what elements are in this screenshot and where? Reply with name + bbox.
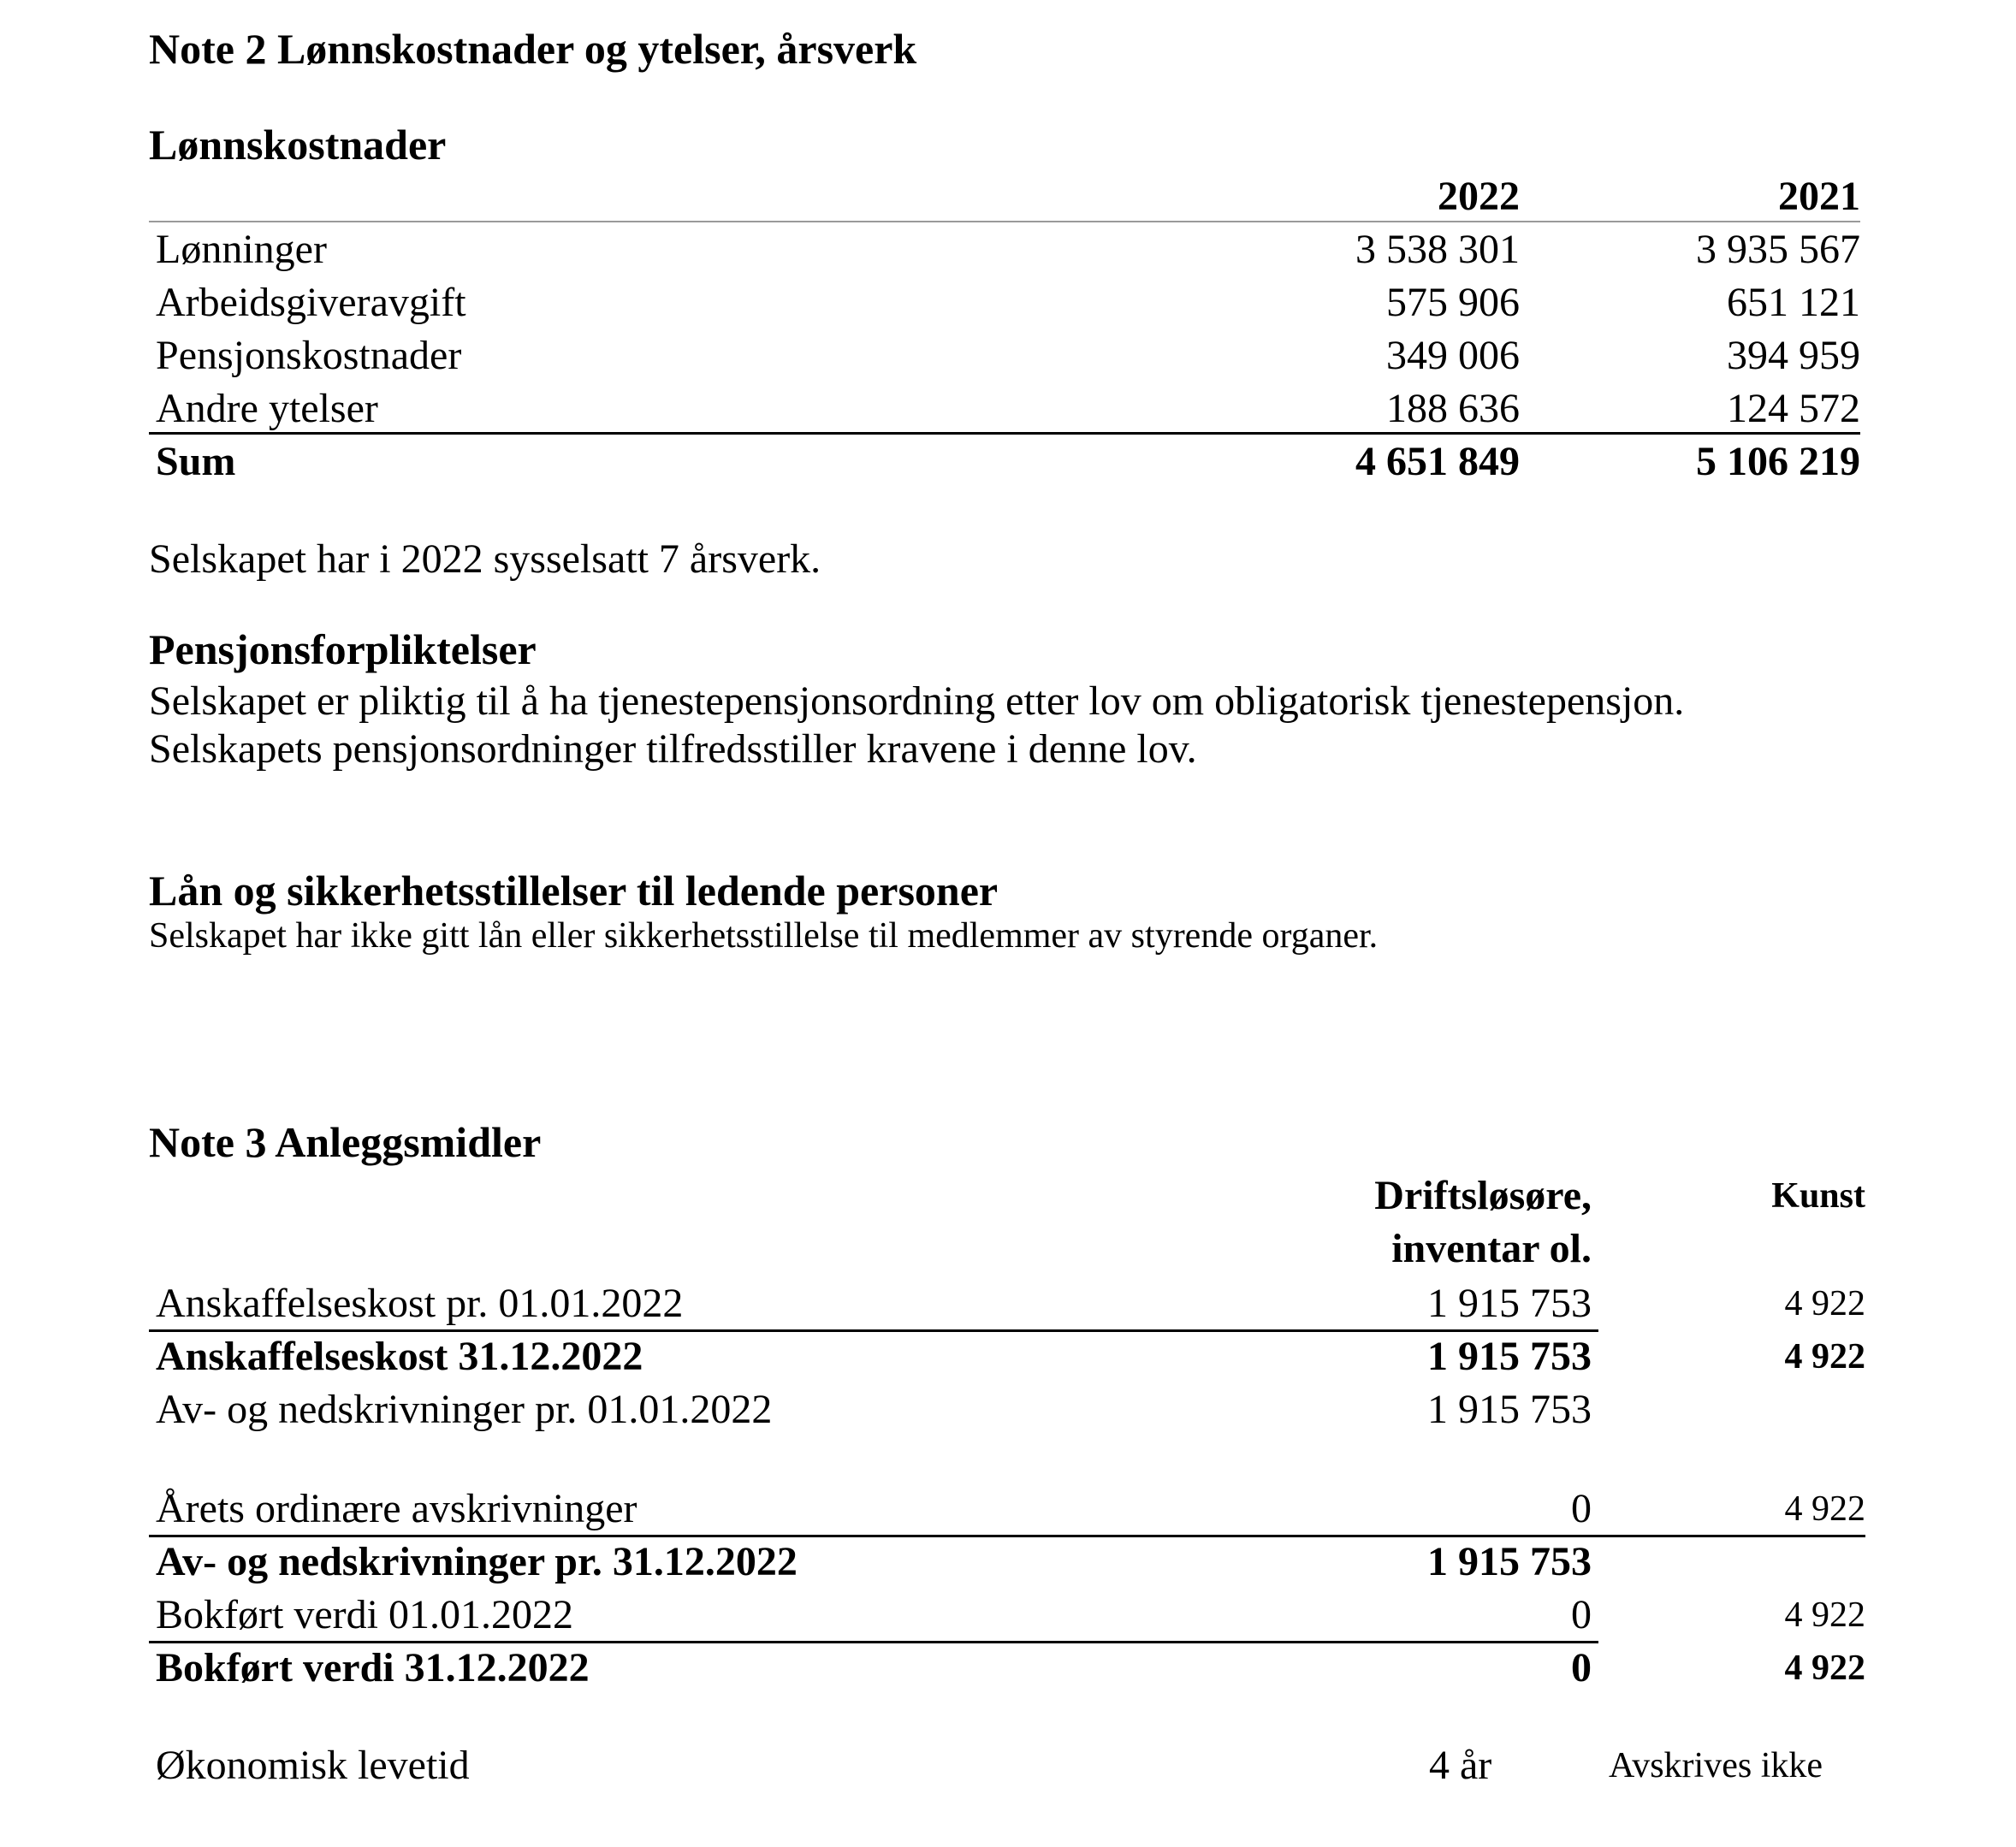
salary-row-2021: 651 121 [1727, 280, 1860, 325]
loans-text: Selskapet har ikke gitt lån eller sikkerhetsstillelse til medlemmer av styrende organer. [149, 916, 1379, 956]
salary-heading: Lønnskostnader [149, 121, 447, 169]
salary-row-2021: 124 572 [1727, 386, 1860, 431]
asset-row-driftslosore: 1 915 753 [1427, 1281, 1592, 1326]
year-2021-header: 2021 [1778, 174, 1860, 219]
pension-heading: Pensjonsforpliktelser [149, 625, 537, 673]
asset-row-label: Av- og nedskrivninger pr. 01.01.2022 [156, 1387, 773, 1432]
salary-row-label: Andre ytelser [156, 386, 378, 431]
table-header-divider [149, 221, 1860, 222]
lifetime-label: Økonomisk levetid [156, 1743, 470, 1788]
asset-divider [149, 1329, 1598, 1332]
col-driftslosore-header-line1: Driftsløsøre, [1374, 1173, 1592, 1218]
lifetime-kunst: Avskrives ikke [1609, 1746, 1823, 1785]
asset-divider [149, 1641, 1598, 1643]
loans-heading: Lån og sikkerhetsstillelser til ledende personer [149, 867, 999, 915]
asset-row-driftslosore: 1 915 753 [1427, 1334, 1592, 1379]
salary-row-2022: 188 636 [1386, 386, 1520, 431]
asset-divider [149, 1535, 1865, 1537]
year-2022-header: 2022 [1438, 174, 1520, 219]
asset-row-driftslosore: 0 [1571, 1486, 1592, 1531]
sum-2021: 5 106 219 [1696, 439, 1860, 484]
salary-row-label: Lønninger [156, 227, 327, 272]
asset-row-label: Av- og nedskrivninger pr. 31.12.2022 [156, 1539, 798, 1584]
pension-text-line1: Selskapet er pliktig til å ha tjenestepensjonsordning etter lov om obligatorisk tjenestepensjon. [149, 678, 1685, 724]
salary-row-2021: 394 959 [1727, 333, 1860, 378]
asset-row-label: Anskaffelseskost 31.12.2022 [156, 1334, 643, 1379]
asset-row-kunst: 4 922 [1784, 1595, 1865, 1635]
sum-label: Sum [156, 439, 236, 484]
sum-2022: 4 651 849 [1355, 439, 1520, 484]
sum-divider [149, 432, 1860, 435]
col-kunst-header: Kunst [1771, 1176, 1865, 1216]
col-driftslosore-header-line2: inventar ol. [1391, 1226, 1592, 1271]
asset-row-label: Anskaffelseskost pr. 01.01.2022 [156, 1281, 684, 1326]
note2-title: Note 2 Lønnskostnader og ytelser, årsverk [149, 25, 917, 73]
asset-row-driftslosore: 0 [1571, 1645, 1592, 1690]
asset-row-label: Bokført verdi 31.12.2022 [156, 1645, 590, 1690]
salary-row-label: Arbeidsgiveravgift [156, 280, 466, 325]
asset-row-kunst: 4 922 [1784, 1284, 1865, 1323]
pension-text-line2: Selskapets pensjonsordninger tilfredsstiller kravene i denne lov. [149, 726, 1197, 772]
employees-text: Selskapet har i 2022 sysselsatt 7 årsverk. [149, 536, 821, 582]
lifetime-driftslosore: 4 år [1429, 1743, 1492, 1788]
asset-row-kunst: 4 922 [1784, 1489, 1865, 1529]
salary-row-2022: 349 006 [1386, 333, 1520, 378]
asset-row-driftslosore: 1 915 753 [1427, 1387, 1592, 1432]
asset-row-kunst: 4 922 [1784, 1649, 1865, 1688]
salary-row-2021: 3 935 567 [1696, 227, 1860, 272]
asset-row-driftslosore: 0 [1571, 1592, 1592, 1637]
asset-row-label: Årets ordinære avskrivninger [156, 1486, 637, 1531]
salary-row-2022: 575 906 [1386, 280, 1520, 325]
salary-row-2022: 3 538 301 [1355, 227, 1520, 272]
asset-row-label: Bokført verdi 01.01.2022 [156, 1592, 573, 1637]
asset-row-driftslosore: 1 915 753 [1427, 1539, 1592, 1584]
asset-row-kunst: 4 922 [1784, 1337, 1865, 1376]
salary-row-label: Pensjonskostnader [156, 333, 462, 378]
note3-title: Note 3 Anleggsmidler [149, 1118, 542, 1166]
